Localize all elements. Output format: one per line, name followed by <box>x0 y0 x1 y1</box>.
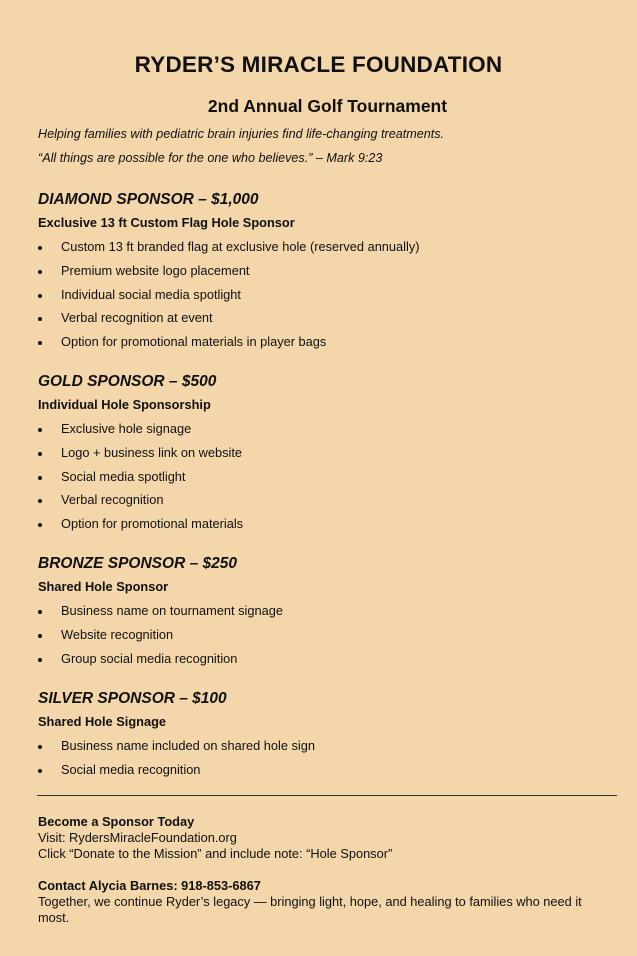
benefit-text: Custom 13 ft branded flag at exclusive hole (reserved annually) <box>61 239 420 254</box>
bullet-icon <box>38 658 42 662</box>
cta-heading: Become a Sponsor Today <box>38 814 195 829</box>
bullet-icon <box>38 476 42 480</box>
list-item <box>38 492 618 516</box>
page-title: RYDER’S MIRACLE FOUNDATION <box>134 52 503 77</box>
benefit-text: Verbal recognition at event <box>61 310 213 326</box>
list-item <box>38 762 618 786</box>
benefit-text: Business name on tournament signage <box>61 603 283 618</box>
bullet-icon <box>38 499 42 503</box>
tier-bronze <box>38 555 618 674</box>
list-item <box>38 627 618 651</box>
benefit-text: Social media recognition <box>61 761 201 777</box>
event-subtitle: 2nd Annual Golf Tournament <box>207 96 448 116</box>
section-divider <box>37 795 617 796</box>
bullet-icon <box>38 341 42 345</box>
scripture-quote: “All things are possible for the one who believes.” – Mark 9:23 <box>38 151 383 165</box>
list-item <box>38 287 618 311</box>
benefit-text: Logo + business link on website <box>61 444 243 460</box>
bullet-icon <box>38 745 42 749</box>
tier-heading: SILVER SPONSOR – $100 <box>38 690 227 707</box>
benefit-text: Premium website logo placement <box>61 262 250 278</box>
benefit-text: Business name included on shared hole sign <box>61 738 315 753</box>
bullet-icon <box>38 523 42 527</box>
cta-block <box>38 814 613 862</box>
list-item <box>38 738 618 762</box>
tier-heading: DIAMOND SPONSOR – $1,000 <box>38 191 259 208</box>
tier-subheading: Exclusive 13 ft Custom Flag Hole Sponsor <box>38 215 295 230</box>
benefit-text: Group social media recognition <box>61 650 238 666</box>
mission-statement: Helping families with pediatric brain injuries find life-changing treatments. <box>38 127 444 141</box>
list-item <box>38 651 618 675</box>
bullet-icon <box>38 270 42 274</box>
benefit-text: Website recognition <box>61 626 174 642</box>
bullet-icon <box>38 317 42 321</box>
list-item <box>38 603 618 627</box>
list-item <box>38 334 618 358</box>
benefit-text: Verbal recognition <box>61 492 164 508</box>
tier-heading: GOLD SPONSOR – $500 <box>38 373 217 390</box>
benefit-text: Option for promotional materials <box>61 516 244 532</box>
bullet-icon <box>38 428 42 432</box>
tier-subheading: Shared Hole Sponsor <box>38 579 169 594</box>
tier-silver <box>38 690 618 786</box>
list-item <box>38 239 618 263</box>
tier-diamond <box>38 191 618 358</box>
benefit-text: Social media spotlight <box>61 468 186 484</box>
contact-block <box>38 878 613 926</box>
bullet-icon <box>38 769 42 773</box>
closing-statement: Together, we continue Ryder’s legacy — bringing light, hope, and healing to families who need it most. <box>38 894 582 925</box>
benefit-list <box>38 239 618 358</box>
list-item <box>38 263 618 287</box>
list-item <box>38 310 618 334</box>
bullet-icon <box>38 294 42 298</box>
benefit-text: Exclusive hole signage <box>61 421 192 436</box>
benefit-list <box>38 738 618 786</box>
tier-gold <box>38 373 618 540</box>
list-item <box>38 469 618 493</box>
tier-heading: BRONZE SPONSOR – $250 <box>38 555 237 572</box>
tier-subheading: Individual Hole Sponsorship <box>38 397 211 412</box>
tier-subheading: Shared Hole Signage <box>38 714 167 729</box>
donate-instructions: Click “Donate to the Mission” and include note: “Hole Sponsor” <box>38 846 393 861</box>
bullet-icon <box>38 634 42 638</box>
contact-line: Contact Alycia Barnes: 918-853-6867 <box>38 878 261 893</box>
benefit-list <box>38 603 618 674</box>
bullet-icon <box>38 246 42 250</box>
list-item <box>38 421 618 445</box>
bullet-icon <box>38 610 42 614</box>
benefit-text: Option for promotional materials in player bags <box>61 334 327 350</box>
benefit-text: Individual social media spotlight <box>61 286 241 302</box>
list-item <box>38 445 618 469</box>
website-line: Visit: RydersMiracleFoundation.org <box>38 830 237 845</box>
benefit-list <box>38 421 618 540</box>
list-item <box>38 516 618 540</box>
bullet-icon <box>38 452 42 456</box>
